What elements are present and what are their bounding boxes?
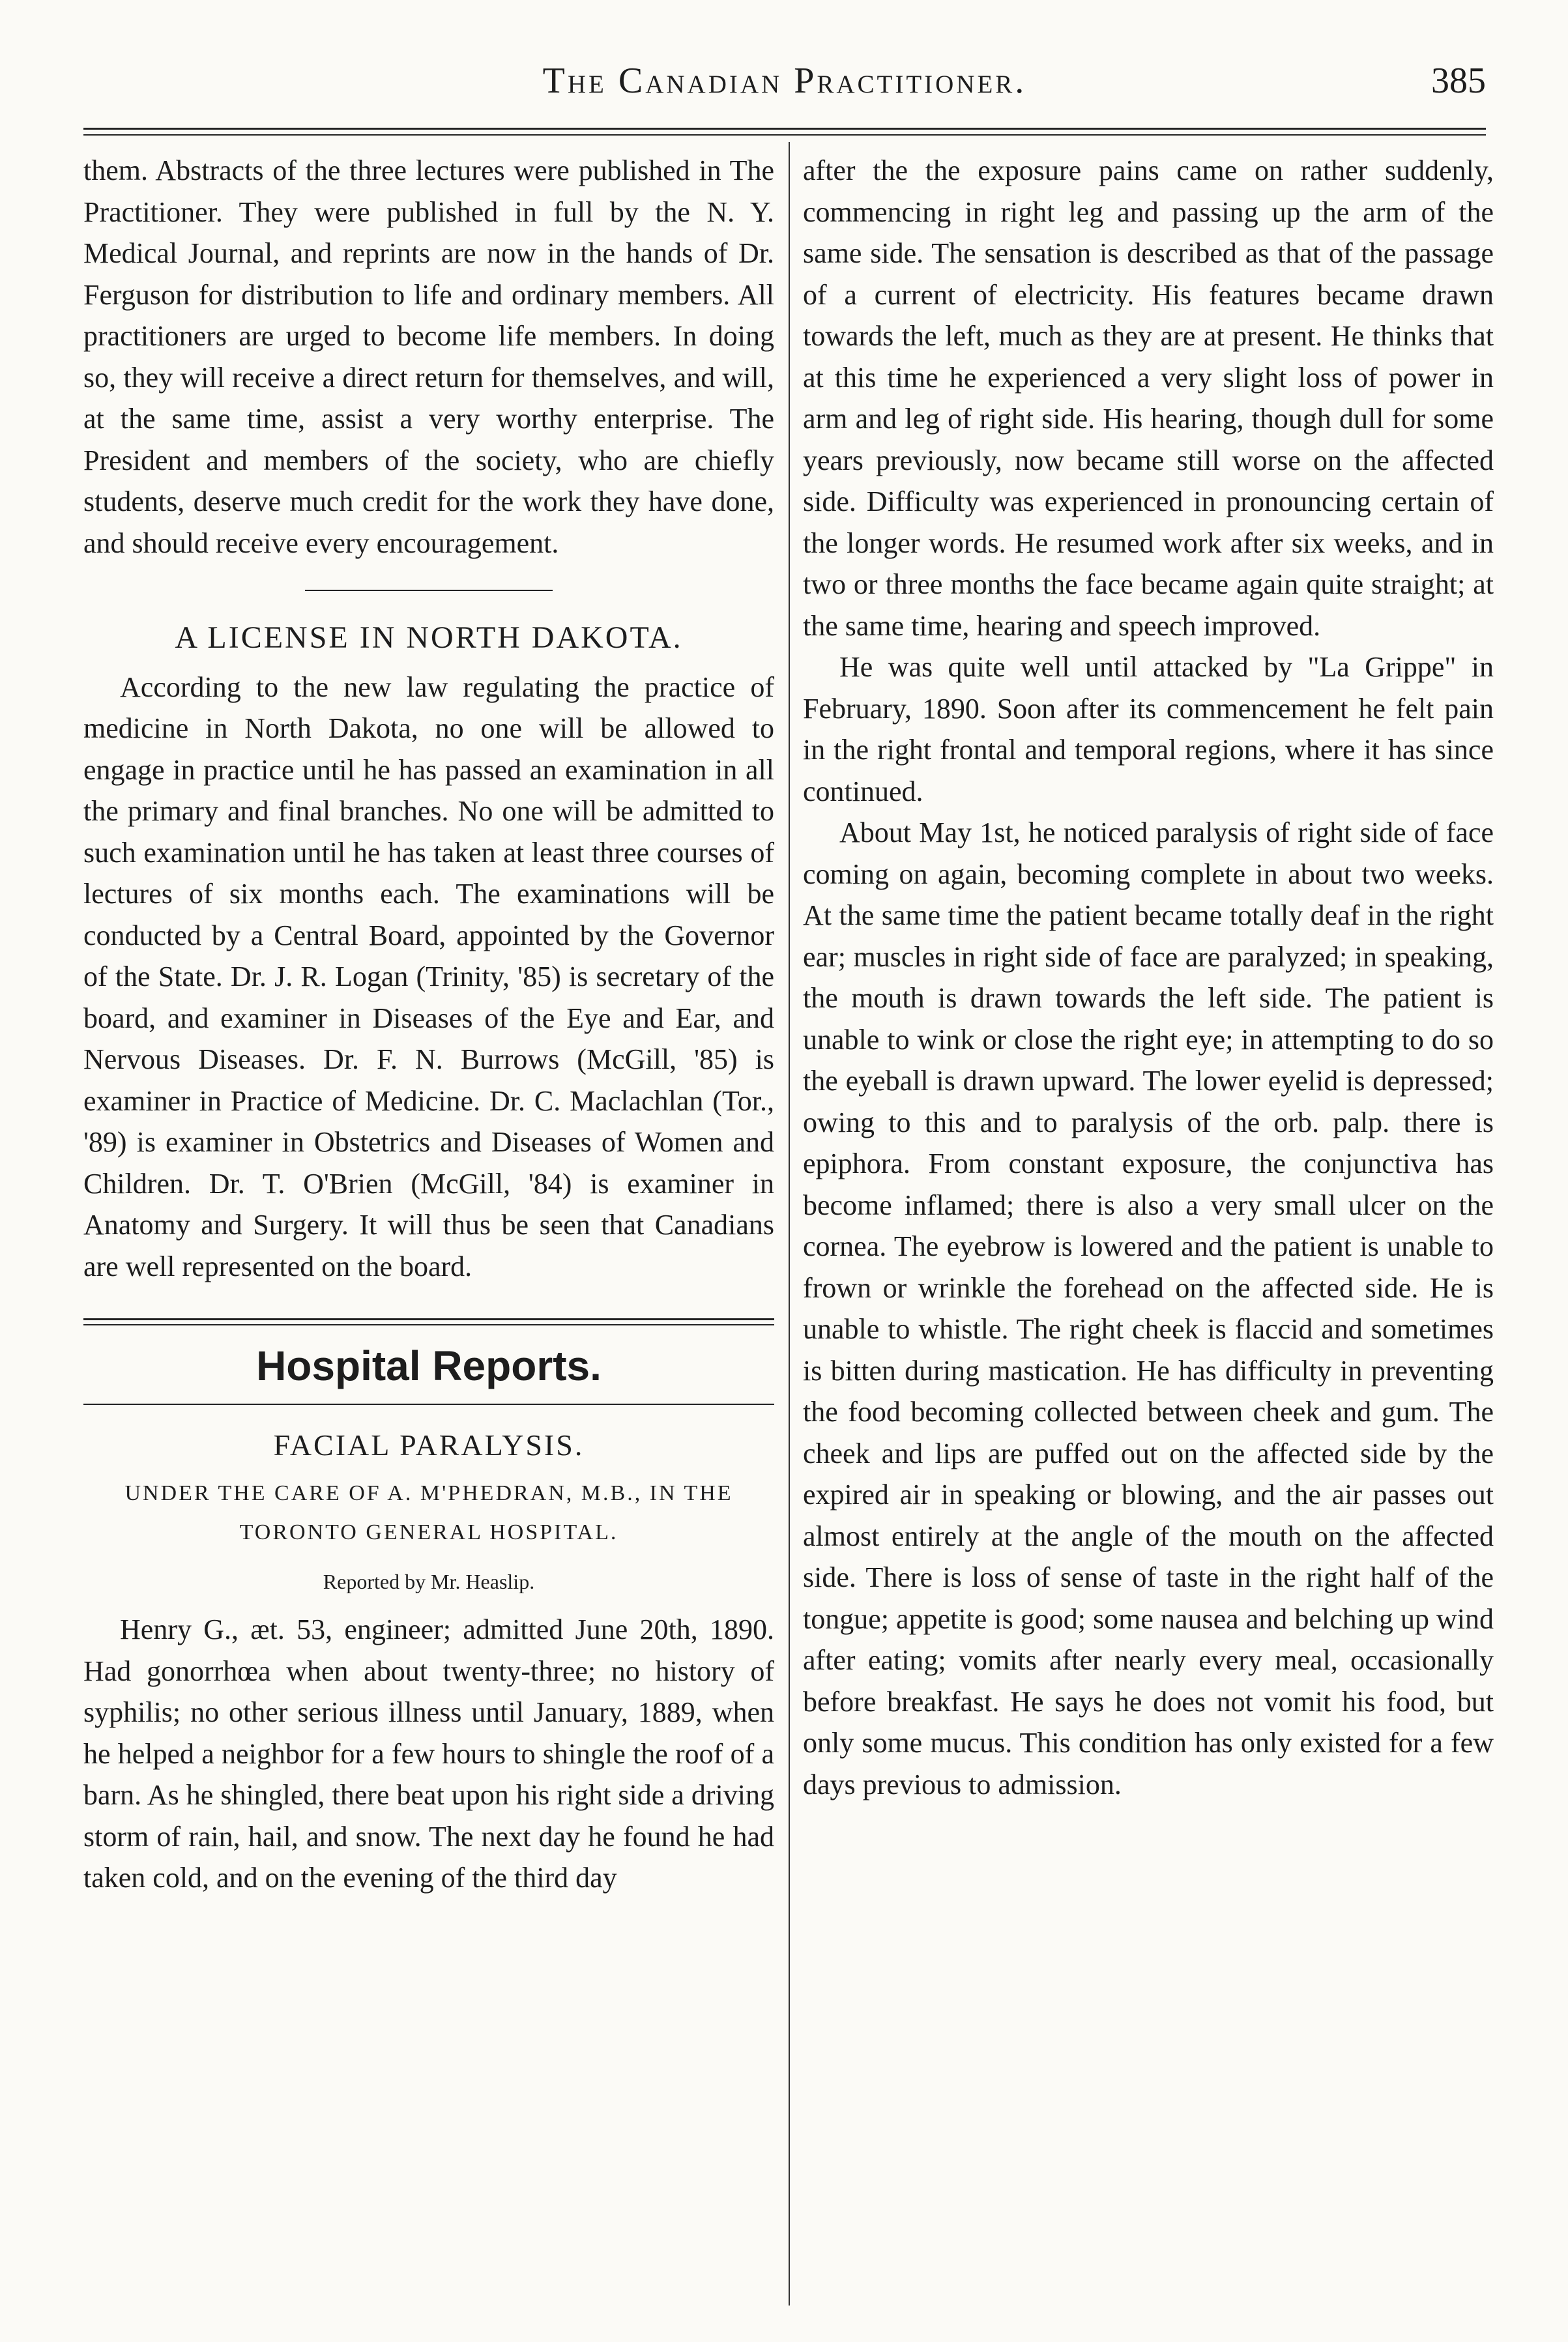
column-divider — [789, 142, 790, 2306]
hospital-reports-heading: Hospital Reports. — [256, 1342, 602, 1389]
header-rule — [83, 128, 1486, 130]
section-rule — [83, 1318, 774, 1320]
paralysis-paragraph: About May 1st, he noticed paralysis of right side of face coming on again, becoming complete in about two weeks. At the same time the patient became totally deaf in the right ear; muscles in right side of face are paralyzed; in speaking, the mouth is drawn towards the left side. The patient is unable to wink or close the right eye; in attempting to do so the eyeball is drawn upward. The lower eyelid is depressed; owing to this and to paralysis of the orb. palp. there is epiphora. From constant exposure, the conjunctiva has become inflamed; there is also a very small ulcer on the cornea. The eyebrow is lowered and the patient is unable to frown or wrinkle the forehead on the affected side. He is unable to whistle. The right cheek is flaccid and sometimes is bitten during mastication. He has difficulty in preventing the food becoming collected between cheek and gum. The cheek and lips are puffed out on the affected side by the expired air in speaking or blowing, and the air passes out almost entirely at the angle of the mouth on the affected side. There is loss of sense of taste in the right half of the tongue; appetite is good; some nausea and belching up wind after eating; vomits after nearly every meal, occasionally before breakfast. He says he does not vomit his food, but only some mucus. This condition has only existed for a few days previous to admission. — [803, 817, 1494, 1800]
section-rule — [83, 1324, 774, 1325]
case-title: FACIAL PARALYSIS. — [273, 1428, 585, 1462]
section-rule — [83, 1404, 774, 1405]
running-title: The Canadian Practitioner. — [542, 61, 1027, 101]
case-reporter: Reported by Mr. Heaslip. — [323, 1569, 535, 1593]
intro-paragraph: them. Abstracts of the three lectures were published in The Practitioner. They were published in full by the N. Y. Medical Journal, and reprints are now in the hands of Dr. Ferguson for distribution to life and ordinary members. All practitioners are urged to become life members. In doing so, they will receive a direct return for themselves, and will, at the same time, assist a very worthy enterprise. The President and members of the society, who are chiefly students, deserve much credit for the work they have done, and should receive every encouragement. — [83, 154, 774, 559]
page-number: 385 — [1431, 61, 1486, 101]
page-header — [83, 60, 1486, 119]
grippe-paragraph: He was quite well until attacked by "La Grippe" in February, 1890. Soon after its commencement he felt pain in the right frontal and temporal regions, where it has since continued. — [803, 651, 1494, 807]
case-paragraph: Henry G., æt. 53, engineer; admitted June 20th, 1890. Had gonorrhœa when about twenty-three; no history of syphilis; no other serious illness until January, 1889, when he helped a neighbor for a few hours to shingle the roof of a barn. As he shingled, there beat upon his right side a driving storm of rain, hail, and snow. The next day he found he had taken cold, and on the evening of the third day — [83, 1613, 774, 1894]
section-divider — [305, 590, 553, 591]
license-title: A LICENSE IN NORTH DAKOTA. — [175, 620, 683, 655]
case-continuation-paragraph: after the the exposure pains came on rather suddenly, commencing in right leg and passing up the arm of the same side. The sensation is described as that of the passage of a current of electricity. His features became drawn towards the left, much as they are at present. He thinks that at this time he experienced a very slight loss of power in arm and leg of right side. His hearing, though dull for some years previously, now became still worse on the affected side. Difficulty was experienced in pronouncing certain of the longer words. He resumed work after six weeks, and in two or three months the face became again quite straight; at the same time, hearing and speech improved. — [803, 154, 1494, 642]
left-column — [83, 150, 774, 1899]
case-under-care: UNDER THE CARE OF A. M'PHEDRAN, M.B., IN THE TORONTO GENERAL HOSPITAL. — [124, 1481, 733, 1544]
license-paragraph: According to the new law regulating the practice of medicine in North Dakota, no one will be allowed to engage in practice until he has passed an examination in all the primary and final branches. No one will be admitted to such examination until he has taken at least three courses of lectures of six months each. The examinations will be conducted by a Central Board, appointed by the Governor of the State. Dr. J. R. Logan (Trinity, '85) is secretary of the board, and examiner in Diseases of the Eye and Ear, and Nervous Diseases. Dr. F. N. Burrows (McGill, '85) is examiner in Practice of Medicine. Dr. C. Maclachlan (Tor., '89) is examiner in Obstetrics and Diseases of Women and Children. Dr. T. O'Brien (McGill, '84) is examiner in Anatomy and Surgery. It will thus be seen that Canadians are well represented on the board. — [83, 671, 774, 1282]
header-rule — [83, 134, 1486, 136]
right-column — [803, 150, 1494, 1805]
